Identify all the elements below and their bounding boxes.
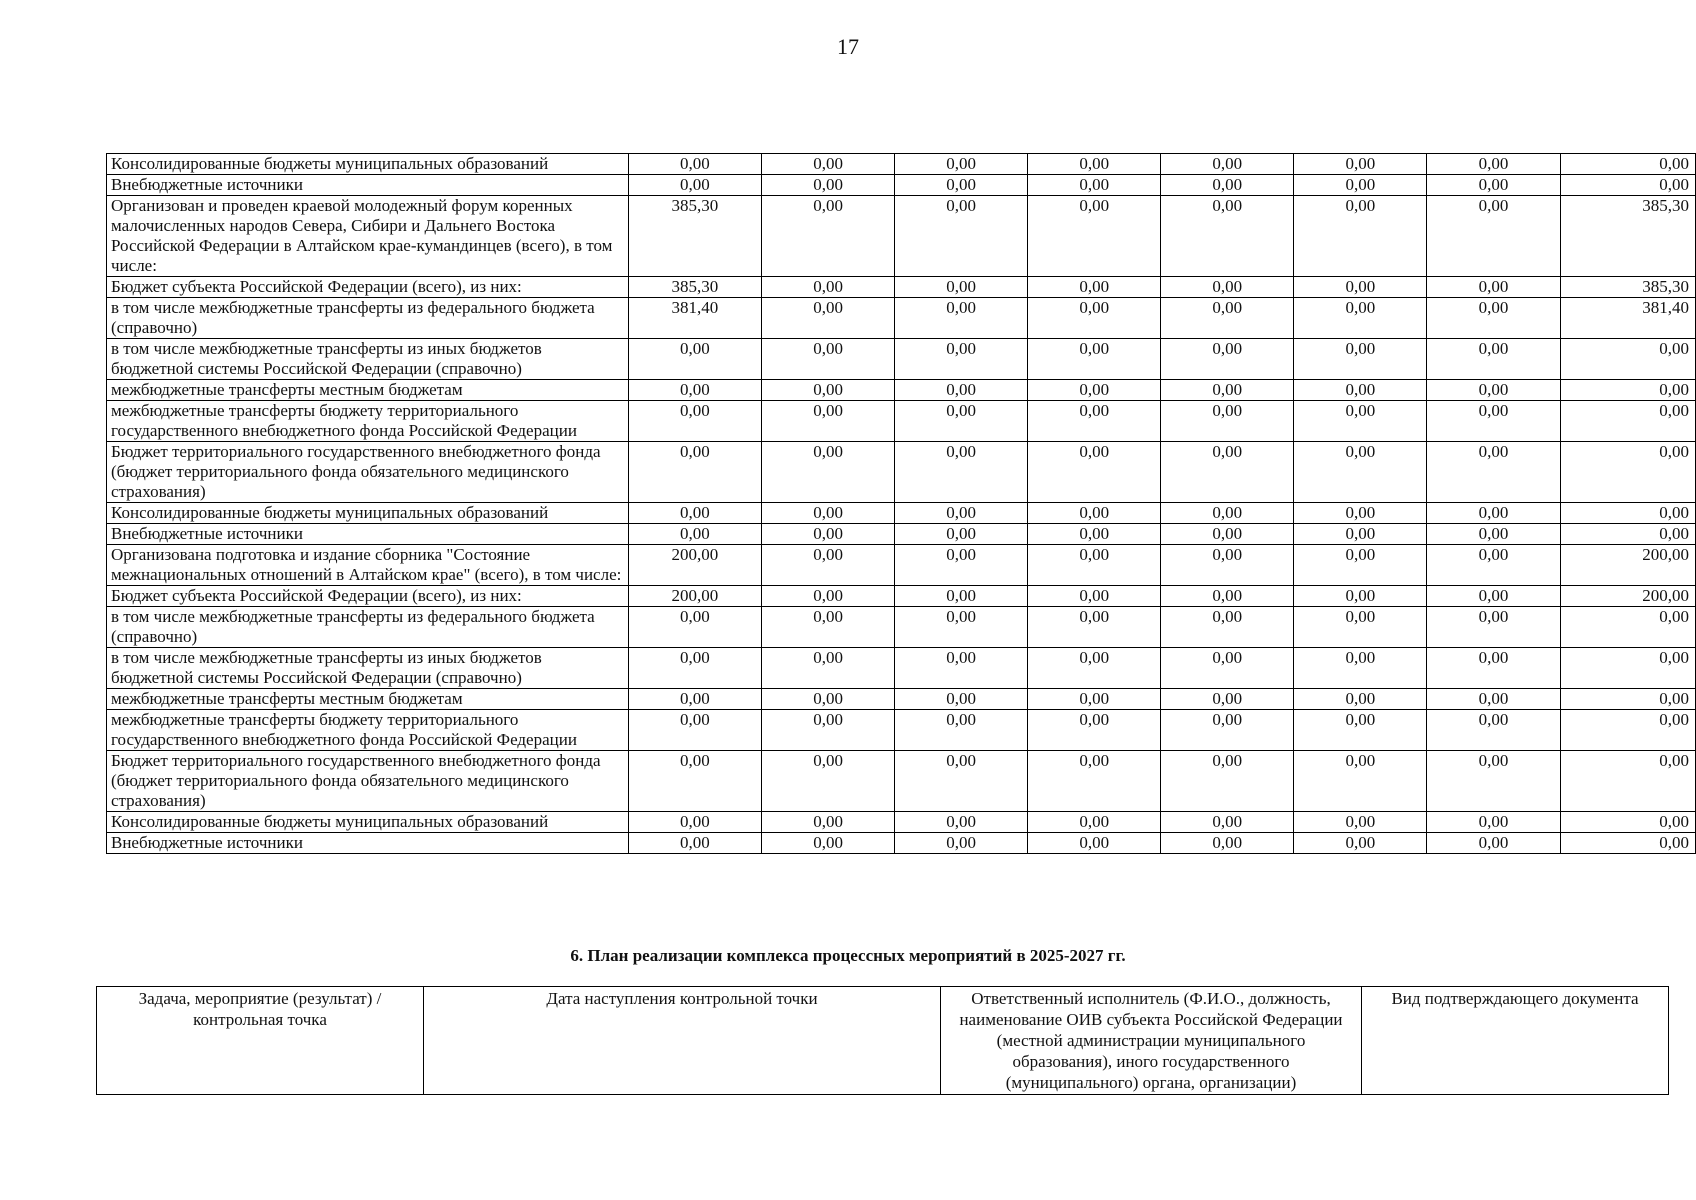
value-cell: 0,00 (1427, 401, 1560, 442)
table-row (107, 277, 1696, 298)
value-cell: 0,00 (628, 710, 761, 751)
value-cell: 0,00 (628, 833, 761, 854)
value-cell: 0,00 (895, 380, 1028, 401)
row-label: в том числе межбюджетные трансферты из федерального бюджета (справочно) (107, 607, 629, 648)
value-cell: 0,00 (1028, 648, 1161, 689)
value-cell: 0,00 (1294, 812, 1427, 833)
value-cell: 0,00 (1294, 175, 1427, 196)
table-row (107, 339, 1696, 380)
value-cell: 0,00 (1427, 751, 1560, 812)
section-title: 6. План реализации комплекса процессных мероприятий в 2025-2027 гг. (570, 946, 1126, 965)
value-cell: 0,00 (1028, 442, 1161, 503)
value-cell: 200,00 (1560, 586, 1696, 607)
value-cell: 0,00 (1427, 298, 1560, 339)
value-cell: 0,00 (895, 503, 1028, 524)
value-cell: 0,00 (1294, 607, 1427, 648)
row-label: межбюджетные трансферты бюджету территориального государственного внебюджетного фонда Российской Федерации (107, 710, 629, 751)
value-cell: 0,00 (895, 607, 1028, 648)
value-cell: 0,00 (1427, 380, 1560, 401)
value-cell: 0,00 (895, 298, 1028, 339)
row-label: межбюджетные трансферты бюджету территориального государственного внебюджетного фонда Российской Федерации (107, 401, 629, 442)
value-cell: 0,00 (628, 401, 761, 442)
value-cell: 0,00 (1028, 545, 1161, 586)
value-cell: 0,00 (1161, 833, 1294, 854)
value-cell: 0,00 (1560, 339, 1696, 380)
value-cell: 0,00 (762, 710, 895, 751)
value-cell: 0,00 (1427, 586, 1560, 607)
value-cell: 0,00 (1161, 154, 1294, 175)
value-cell: 0,00 (762, 154, 895, 175)
value-cell: 0,00 (1028, 503, 1161, 524)
value-cell: 0,00 (1028, 689, 1161, 710)
value-cell: 0,00 (895, 833, 1028, 854)
budget-table-body (107, 154, 1696, 854)
value-cell: 0,00 (1161, 503, 1294, 524)
table-row (107, 380, 1696, 401)
value-cell: 0,00 (895, 154, 1028, 175)
value-cell: 0,00 (1161, 586, 1294, 607)
value-cell: 0,00 (1028, 380, 1161, 401)
row-label: Консолидированные бюджеты муниципальных образований (107, 154, 629, 175)
value-cell: 0,00 (762, 380, 895, 401)
value-cell: 0,00 (1427, 648, 1560, 689)
value-cell: 0,00 (1427, 339, 1560, 380)
value-cell: 0,00 (1294, 154, 1427, 175)
value-cell: 0,00 (1427, 196, 1560, 277)
value-cell: 0,00 (895, 812, 1028, 833)
table-row (107, 545, 1696, 586)
value-cell: 0,00 (1560, 751, 1696, 812)
value-cell: 0,00 (762, 175, 895, 196)
value-cell: 0,00 (1294, 503, 1427, 524)
value-cell: 0,00 (628, 751, 761, 812)
value-cell: 381,40 (1560, 298, 1696, 339)
value-cell: 0,00 (1294, 401, 1427, 442)
value-cell: 385,30 (1560, 196, 1696, 277)
value-cell: 385,30 (628, 277, 761, 298)
value-cell: 0,00 (1161, 812, 1294, 833)
value-cell: 0,00 (895, 648, 1028, 689)
table-row (107, 833, 1696, 854)
value-cell: 0,00 (1028, 586, 1161, 607)
value-cell: 0,00 (1427, 545, 1560, 586)
row-label: межбюджетные трансферты местным бюджетам (107, 380, 629, 401)
row-label: Бюджет территориального государственного внебюджетного фонда (бюджет территориального фонда обязательного медицинского страхования) (107, 751, 629, 812)
table-row (107, 175, 1696, 196)
value-cell: 0,00 (1028, 524, 1161, 545)
value-cell: 0,00 (1294, 196, 1427, 277)
value-cell: 0,00 (1294, 689, 1427, 710)
row-label: Внебюджетные источники (107, 833, 629, 854)
value-cell: 0,00 (628, 524, 761, 545)
value-cell: 0,00 (628, 380, 761, 401)
value-cell: 0,00 (1161, 607, 1294, 648)
value-cell: 0,00 (762, 196, 895, 277)
value-cell: 0,00 (628, 689, 761, 710)
header-task: Задача, мероприятие (результат) / контрольная точка (97, 987, 424, 1095)
value-cell: 0,00 (762, 689, 895, 710)
value-cell: 0,00 (762, 298, 895, 339)
value-cell: 385,30 (628, 196, 761, 277)
value-cell: 0,00 (1427, 524, 1560, 545)
value-cell: 0,00 (1560, 380, 1696, 401)
value-cell: 0,00 (1294, 545, 1427, 586)
value-cell: 0,00 (1294, 751, 1427, 812)
value-cell: 0,00 (1028, 339, 1161, 380)
value-cell: 0,00 (1560, 503, 1696, 524)
value-cell: 0,00 (895, 689, 1028, 710)
row-label: Консолидированные бюджеты муниципальных образований (107, 503, 629, 524)
value-cell: 0,00 (1028, 833, 1161, 854)
plan-table (96, 986, 1669, 1095)
row-label: Бюджет субъекта Российской Федерации (всего), из них: (107, 586, 629, 607)
value-cell: 0,00 (1028, 401, 1161, 442)
value-cell: 0,00 (1161, 277, 1294, 298)
budget-table (106, 153, 1696, 854)
value-cell: 0,00 (1028, 154, 1161, 175)
value-cell: 0,00 (1161, 710, 1294, 751)
table-row (107, 751, 1696, 812)
value-cell: 0,00 (762, 833, 895, 854)
value-cell: 200,00 (628, 586, 761, 607)
row-label: в том числе межбюджетные трансферты из иных бюджетов бюджетной системы Российской Федерации (справочно) (107, 339, 629, 380)
header-document-type: Вид подтверждающего документа (1362, 987, 1669, 1095)
value-cell: 0,00 (1427, 833, 1560, 854)
value-cell: 0,00 (762, 503, 895, 524)
row-label: Организована подготовка и издание сборника "Состояние межнациональных отношений в Алтайском крае" (всего), в том числе: (107, 545, 629, 586)
value-cell: 0,00 (1028, 196, 1161, 277)
value-cell: 0,00 (1427, 503, 1560, 524)
value-cell: 0,00 (1294, 277, 1427, 298)
value-cell: 0,00 (1294, 524, 1427, 545)
plan-table-header-row (97, 987, 1669, 1095)
row-label: Организован и проведен краевой молодежный форум коренных малочисленных народов Севера, Сибири и Дальнего Востока Российской Федерации в Алтайском крае-кумандинцев (всего), в том числе: (107, 196, 629, 277)
value-cell: 0,00 (1427, 812, 1560, 833)
value-cell: 0,00 (895, 175, 1028, 196)
value-cell: 0,00 (1161, 401, 1294, 442)
row-label: Консолидированные бюджеты муниципальных образований (107, 812, 629, 833)
table-row (107, 154, 1696, 175)
value-cell: 0,00 (1294, 586, 1427, 607)
value-cell: 0,00 (628, 503, 761, 524)
value-cell: 0,00 (895, 751, 1028, 812)
table-row (107, 401, 1696, 442)
value-cell: 0,00 (1560, 648, 1696, 689)
value-cell: 0,00 (1161, 524, 1294, 545)
value-cell: 0,00 (762, 339, 895, 380)
value-cell: 0,00 (762, 751, 895, 812)
value-cell: 0,00 (1161, 648, 1294, 689)
value-cell: 0,00 (1028, 175, 1161, 196)
value-cell: 200,00 (1560, 545, 1696, 586)
value-cell: 0,00 (1161, 689, 1294, 710)
table-row (107, 710, 1696, 751)
value-cell: 0,00 (1427, 607, 1560, 648)
value-cell: 0,00 (1560, 442, 1696, 503)
value-cell: 0,00 (762, 545, 895, 586)
value-cell: 200,00 (628, 545, 761, 586)
value-cell: 0,00 (895, 277, 1028, 298)
row-label: в том числе межбюджетные трансферты из федерального бюджета (справочно) (107, 298, 629, 339)
value-cell: 0,00 (1560, 710, 1696, 751)
value-cell: 0,00 (1294, 339, 1427, 380)
value-cell: 0,00 (1427, 442, 1560, 503)
value-cell: 0,00 (628, 607, 761, 648)
value-cell: 0,00 (1161, 298, 1294, 339)
row-label: Бюджет территориального государственного внебюджетного фонда (бюджет территориального фонда обязательного медицинского страхования) (107, 442, 629, 503)
value-cell: 0,00 (762, 524, 895, 545)
value-cell: 0,00 (895, 401, 1028, 442)
value-cell: 0,00 (895, 442, 1028, 503)
value-cell: 0,00 (762, 607, 895, 648)
value-cell: 0,00 (1560, 833, 1696, 854)
value-cell: 0,00 (1028, 607, 1161, 648)
value-cell: 0,00 (1560, 689, 1696, 710)
value-cell: 0,00 (1294, 648, 1427, 689)
value-cell: 0,00 (895, 545, 1028, 586)
value-cell: 0,00 (1294, 833, 1427, 854)
value-cell: 0,00 (1560, 607, 1696, 648)
value-cell: 0,00 (628, 175, 761, 196)
value-cell: 0,00 (895, 710, 1028, 751)
value-cell: 0,00 (1028, 298, 1161, 339)
value-cell: 0,00 (1427, 175, 1560, 196)
value-cell: 0,00 (762, 648, 895, 689)
value-cell: 0,00 (628, 154, 761, 175)
row-label: межбюджетные трансферты местным бюджетам (107, 689, 629, 710)
value-cell: 0,00 (895, 339, 1028, 380)
value-cell: 0,00 (1427, 277, 1560, 298)
value-cell: 0,00 (1028, 710, 1161, 751)
value-cell: 0,00 (1161, 175, 1294, 196)
row-label: в том числе межбюджетные трансферты из иных бюджетов бюджетной системы Российской Федерации (справочно) (107, 648, 629, 689)
value-cell: 0,00 (1560, 401, 1696, 442)
value-cell: 0,00 (1161, 545, 1294, 586)
page-number: 17 (837, 34, 859, 59)
value-cell: 0,00 (1560, 175, 1696, 196)
row-label: Внебюджетные источники (107, 524, 629, 545)
value-cell: 0,00 (762, 586, 895, 607)
value-cell: 0,00 (628, 812, 761, 833)
value-cell: 0,00 (1560, 154, 1696, 175)
value-cell: 0,00 (1028, 277, 1161, 298)
value-cell: 385,30 (1560, 277, 1696, 298)
value-cell: 0,00 (628, 442, 761, 503)
value-cell: 0,00 (762, 442, 895, 503)
value-cell: 0,00 (1294, 442, 1427, 503)
value-cell: 0,00 (1028, 812, 1161, 833)
value-cell: 0,00 (1427, 689, 1560, 710)
value-cell: 0,00 (1560, 524, 1696, 545)
value-cell: 0,00 (895, 524, 1028, 545)
value-cell: 0,00 (762, 812, 895, 833)
row-label: Бюджет субъекта Российской Федерации (всего), из них: (107, 277, 629, 298)
value-cell: 0,00 (762, 401, 895, 442)
row-label: Внебюджетные источники (107, 175, 629, 196)
value-cell: 0,00 (762, 277, 895, 298)
value-cell: 0,00 (1427, 710, 1560, 751)
table-row (107, 442, 1696, 503)
table-row (107, 503, 1696, 524)
table-row (107, 812, 1696, 833)
value-cell: 0,00 (1294, 298, 1427, 339)
header-responsible: Ответственный исполнитель (Ф.И.О., должность, наименование ОИВ субъекта Российской Федерации (местной администрации муниципального образования), иного государственного (муниципального) органа, организации) (941, 987, 1362, 1095)
value-cell: 0,00 (895, 196, 1028, 277)
table-row (107, 586, 1696, 607)
value-cell: 0,00 (628, 648, 761, 689)
table-row (107, 607, 1696, 648)
value-cell: 0,00 (1161, 380, 1294, 401)
value-cell: 0,00 (1294, 710, 1427, 751)
value-cell: 0,00 (1294, 380, 1427, 401)
value-cell: 0,00 (1161, 442, 1294, 503)
value-cell: 381,40 (628, 298, 761, 339)
value-cell: 0,00 (1427, 154, 1560, 175)
value-cell: 0,00 (1560, 812, 1696, 833)
value-cell: 0,00 (628, 339, 761, 380)
value-cell: 0,00 (1161, 751, 1294, 812)
value-cell: 0,00 (1161, 196, 1294, 277)
value-cell: 0,00 (1028, 751, 1161, 812)
value-cell: 0,00 (895, 586, 1028, 607)
table-row (107, 196, 1696, 277)
value-cell: 0,00 (1161, 339, 1294, 380)
header-control-date: Дата наступления контрольной точки (424, 987, 941, 1095)
table-row (107, 524, 1696, 545)
table-row (107, 648, 1696, 689)
table-row (107, 689, 1696, 710)
table-row (107, 298, 1696, 339)
